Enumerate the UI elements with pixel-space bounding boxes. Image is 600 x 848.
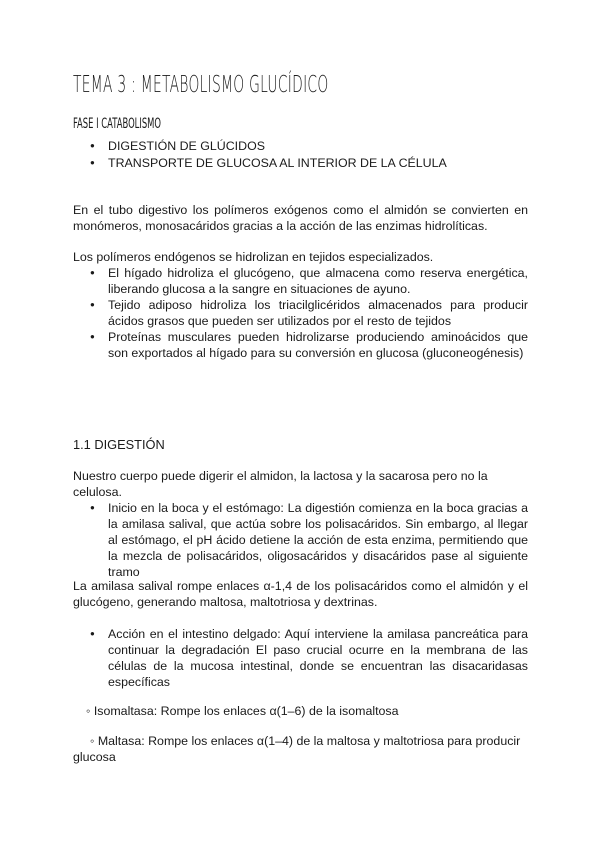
list-item: ● Tejido adiposo hidroliza los triacilglicéridos almacenados para producir ácidos grasos que pueden ser utilizados por el resto de tejidos bbox=[73, 297, 528, 329]
maltasa-item: ◦ Maltasa: Rompe los enlaces α(1–4) de la maltosa y maltotriosa para producir glucosa bbox=[73, 734, 521, 764]
list-item: ● Inicio en la boca y el estómago: La digestión comienza en la boca gracias a la amilasa salival, que actúa sobre los polisacáridos. Sin embargo, al llegar al estómago, el pH ácido detiene la acción de esta enzima, permitiendo que la mezcla de polisacáridos, oligosacáridos y disacáridos pase al siguiente tramo bbox=[73, 500, 528, 580]
mouth-list bbox=[73, 500, 528, 580]
intro-paragraph-2: Los polímeros endógenos se hidrolizan en tejidos especializados. bbox=[73, 250, 434, 264]
tissue-list bbox=[73, 265, 528, 361]
phase-list bbox=[73, 138, 528, 172]
phase-heading: FASE I CATABOLISMO bbox=[73, 116, 162, 132]
list-item: ● El hígado hidroliza el glucógeno, que almacena como reserva energética, liberando glucosa a la sangre en situaciones de ayuno. bbox=[73, 265, 528, 297]
amylase-paragraph: La amilasa salival rompe enlaces α-1,4 de los polisacáridos como el almidón y el glucógeno, generando maltosa, maltotriosa y dextrinas. bbox=[73, 579, 528, 609]
digestion-paragraph: Nuestro cuerpo puede digerir el almidon, la lactosa y la sacarosa pero no la celulosa. bbox=[73, 469, 488, 499]
list-item: ● DIGESTIÓN DE GLÚCIDOS bbox=[73, 138, 528, 155]
intestine-list bbox=[73, 626, 528, 690]
page-title: TEMA 3 : METABOLISMO GLUCÍDICO bbox=[73, 72, 329, 98]
intro-paragraph: En el tubo digestivo los polímeros exógenos como el almidón se convierten en monómeros, monosacáridos gracias a la acción de las enzimas hidrolíticas. bbox=[73, 203, 528, 233]
isomaltasa-item: ◦ Isomaltasa: Rompe los enlaces α(1–6) de la isomaltosa bbox=[86, 704, 399, 718]
list-item: ● TRANSPORTE DE GLUCOSA AL INTERIOR DE LA CÉLULA bbox=[73, 155, 528, 172]
section-heading: 1.1 DIGESTIÓN bbox=[73, 437, 165, 452]
list-item: ● Acción en el intestino delgado: Aquí interviene la amilasa pancreática para continuar la degradación El paso crucial ocurre en la membrana de las células de la mucosa intestinal, donde se encuentran las disacaridasas específicas bbox=[73, 626, 528, 690]
list-item: ● Proteínas musculares pueden hidrolizarse produciendo aminoácidos que son exportados al hígado para su conversión en glucosa (gluconeogénesis) bbox=[73, 329, 528, 361]
